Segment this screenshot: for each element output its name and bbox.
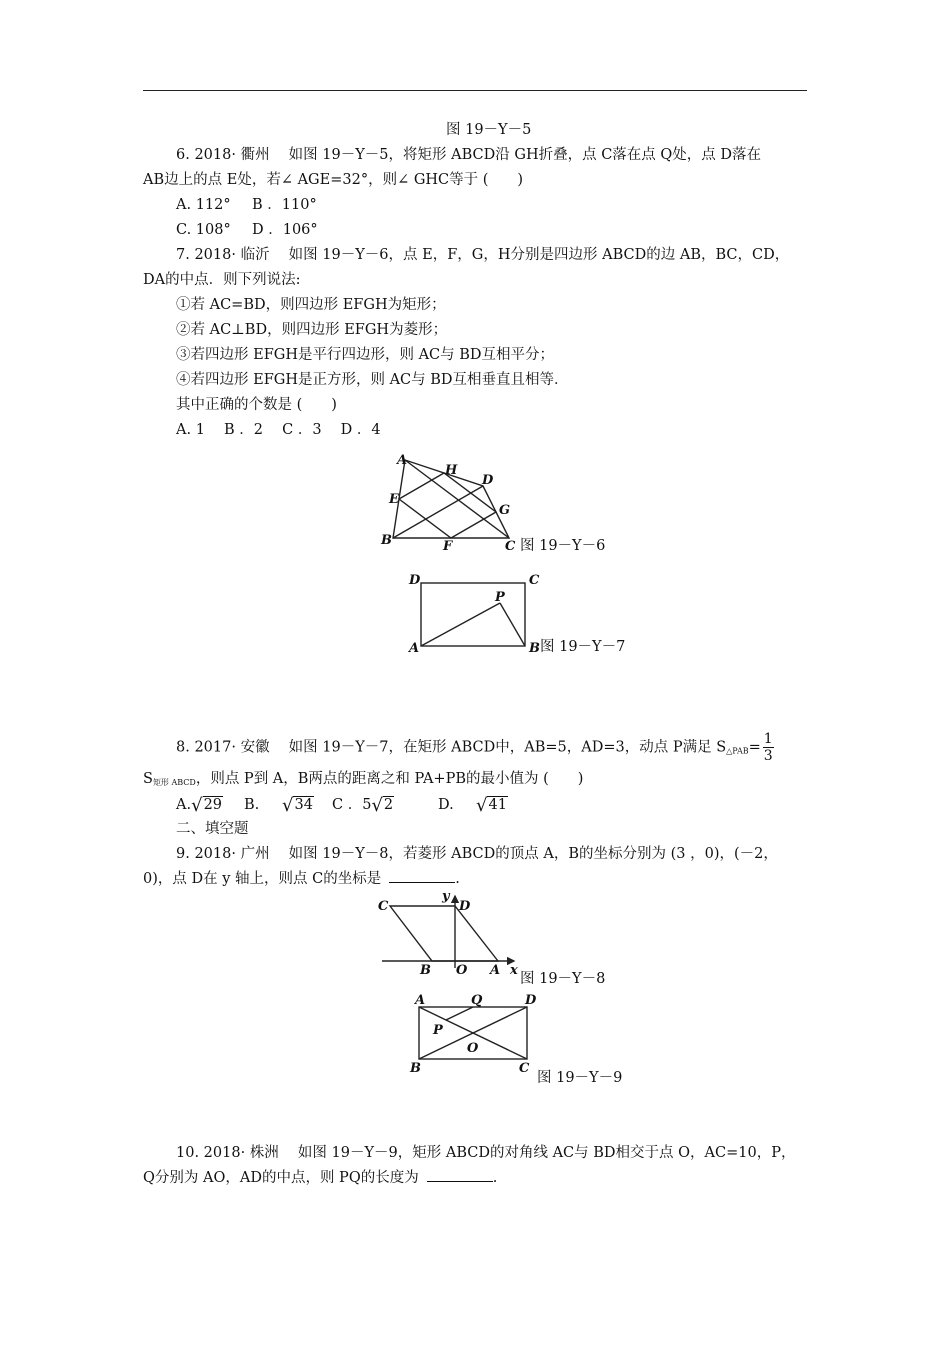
section-heading-fill-in: 二、填空题 bbox=[176, 821, 249, 837]
q7-statement-3: ③若四边形 EFGH是平行四边形，则 AC与 BD互相平分； bbox=[176, 347, 555, 363]
q8-option-b bbox=[244, 795, 259, 815]
q8-sub-rect: 矩形 ABCD bbox=[152, 778, 196, 787]
q9-line1: 9. 2018· 广州 如图 19－Y－8，若菱形 ABCD的顶点 A，B的坐标分别为 (3 ，0)，(－2， bbox=[176, 846, 778, 862]
label-a: A bbox=[397, 453, 408, 468]
q6-option-b: B ．110° bbox=[252, 197, 317, 213]
q9-line2 bbox=[143, 869, 460, 889]
label-a: A bbox=[415, 993, 426, 1008]
sqrt-icon: √41 bbox=[476, 795, 507, 816]
figure-19-y-8 bbox=[370, 890, 530, 980]
label-o: O bbox=[456, 963, 468, 978]
quadrilateral-midpoint-diagram bbox=[375, 450, 535, 560]
q6-option-a: A. 112° bbox=[176, 197, 231, 213]
diagonal-bd bbox=[393, 486, 483, 538]
label-p: P bbox=[495, 590, 505, 605]
fig9-caption: 图 19－Y－9 bbox=[537, 1070, 623, 1086]
q10-line2 bbox=[143, 1168, 497, 1188]
q7-ask: 其中正确的个数是 ( ) bbox=[176, 397, 337, 413]
label-b: B bbox=[381, 533, 392, 548]
label-b: B bbox=[410, 1061, 421, 1076]
q8-lead: 8. 2017· 安徽 如图 19－Y－7，在矩形 ABCD中，AB=5，AD=3，动点 P满足 S bbox=[176, 739, 727, 756]
q6-option-d: D ．106° bbox=[252, 222, 318, 238]
header-rule bbox=[143, 90, 807, 91]
label-q: Q bbox=[471, 993, 483, 1008]
label-d: D bbox=[525, 993, 537, 1008]
label-a: A bbox=[490, 963, 501, 978]
q8-option-a-radicand: 29 bbox=[203, 797, 223, 813]
q8-option-c bbox=[332, 795, 394, 816]
q8-frac-num: 1 bbox=[763, 731, 773, 747]
figure-19-y-7 bbox=[405, 570, 545, 660]
q7-statement-1: ①若 AC=BD，则四边形 EFGH为矩形； bbox=[176, 297, 446, 313]
q8-option-c-radicand: 2 bbox=[383, 797, 394, 813]
label-c: C bbox=[529, 573, 540, 588]
label-d: D bbox=[409, 573, 421, 588]
label-d: D bbox=[459, 899, 471, 914]
sqrt-icon: √29 bbox=[191, 795, 223, 816]
label-x: x bbox=[510, 963, 518, 978]
q8-line2 bbox=[143, 769, 583, 793]
sqrt-icon: √34 bbox=[282, 795, 313, 816]
q8-fraction bbox=[763, 731, 774, 764]
q8-option-a bbox=[176, 795, 223, 816]
label-b: B bbox=[529, 641, 540, 656]
label-g: G bbox=[499, 503, 511, 518]
q8-option-d-label: D. bbox=[438, 797, 454, 813]
q8-option-c-label: C ．5 bbox=[332, 797, 372, 813]
q9-answer-blank[interactable] bbox=[389, 882, 455, 883]
fig5-caption: 图 19－Y－5 bbox=[446, 122, 532, 138]
label-e: E bbox=[389, 492, 399, 507]
label-p: P bbox=[433, 1023, 443, 1038]
q8-line1 bbox=[176, 731, 774, 764]
fig7-caption: 图 19－Y－7 bbox=[540, 639, 626, 655]
q8-line2-rest: ，则点 P到 A，B两点的距离之和 PA+PB的最小值为 ( ) bbox=[195, 771, 584, 787]
q9-end: . bbox=[455, 871, 460, 887]
fig8-caption: 图 19－Y－8 bbox=[520, 971, 606, 987]
label-y: y bbox=[442, 890, 450, 904]
label-o: O bbox=[467, 1041, 479, 1056]
q7-statement-4: ④若四边形 EFGH是正方形，则 AC与 BD互相垂直且相等． bbox=[176, 372, 569, 388]
label-c: C bbox=[519, 1061, 530, 1076]
q10-line1: 10. 2018· 株洲 如图 19－Y－9，矩形 ABCD的对角线 AC与 BD相交于点 O，AC=10，P， bbox=[176, 1145, 796, 1161]
rhombus-coordinate-diagram bbox=[370, 890, 530, 980]
fig6-caption: 图 19－Y－6 bbox=[520, 538, 606, 554]
segment-pb bbox=[500, 603, 525, 646]
segment-pq bbox=[446, 1007, 473, 1020]
q10-end: . bbox=[492, 1170, 498, 1186]
q6-option-c: C. 108° bbox=[176, 222, 231, 238]
figure-19-y-6 bbox=[375, 450, 535, 560]
q6-line2: AB边上的点 E处，若∠ AGE=32°，则∠ GHC等于 ( ) bbox=[143, 172, 524, 188]
q7-line1: 7. 2018· 临沂 如图 19－Y－6，点 E，F，G，H分别是四边形 ABCD的边 AB，BC，CD， bbox=[176, 247, 790, 263]
label-d: D bbox=[482, 473, 494, 488]
q8-option-d-value bbox=[476, 795, 508, 816]
label-b: B bbox=[420, 963, 431, 978]
q10-answer-blank[interactable] bbox=[427, 1181, 493, 1182]
rhombus-abcd bbox=[390, 906, 498, 961]
q8-option-d bbox=[438, 795, 454, 815]
rectangle-diagonals-diagram bbox=[405, 990, 545, 1080]
q9-line2-text: 0)，点 D在 y 轴上，则点 C的坐标是 bbox=[143, 871, 382, 887]
q8-s: S bbox=[143, 771, 153, 787]
q7-statement-2: ②若 AC⊥BD，则四边形 EFGH为菱形； bbox=[176, 322, 448, 338]
label-c: C bbox=[505, 539, 516, 554]
label-a: A bbox=[409, 641, 420, 656]
label-h: H bbox=[445, 463, 458, 478]
q8-eq: = bbox=[748, 739, 761, 756]
sqrt-icon: √2 bbox=[371, 795, 394, 816]
rectangle-point-p-diagram bbox=[405, 570, 545, 660]
segment-pa bbox=[421, 603, 500, 646]
q6-line1: 6. 2018· 衢州 如图 19－Y－5，将矩形 ABCD沿 GH折叠，点 C落在点 Q处，点 D落在 bbox=[176, 147, 762, 163]
rect-abcd bbox=[421, 583, 525, 646]
figure-19-y-9 bbox=[405, 990, 545, 1080]
q7-options: A. 1 B ．2 C ．3 D ．4 bbox=[176, 422, 381, 438]
q8-option-a-label: A. bbox=[176, 797, 192, 813]
q10-line2-text: Q分别为 AO，AD的中点，则 PQ的长度为 bbox=[143, 1170, 419, 1186]
label-c: C bbox=[378, 899, 389, 914]
q7-line2: DA的中点．则下列说法: bbox=[143, 272, 301, 288]
q8-frac-den: 3 bbox=[763, 748, 773, 764]
q8-option-b-radicand: 34 bbox=[294, 797, 313, 813]
q8-option-b-value bbox=[282, 795, 314, 816]
label-f: F bbox=[443, 539, 453, 554]
q8-option-d-radicand: 41 bbox=[488, 797, 507, 813]
q8-sub-pab: △PAB bbox=[726, 746, 749, 756]
q8-option-b-label: B. bbox=[244, 797, 260, 813]
